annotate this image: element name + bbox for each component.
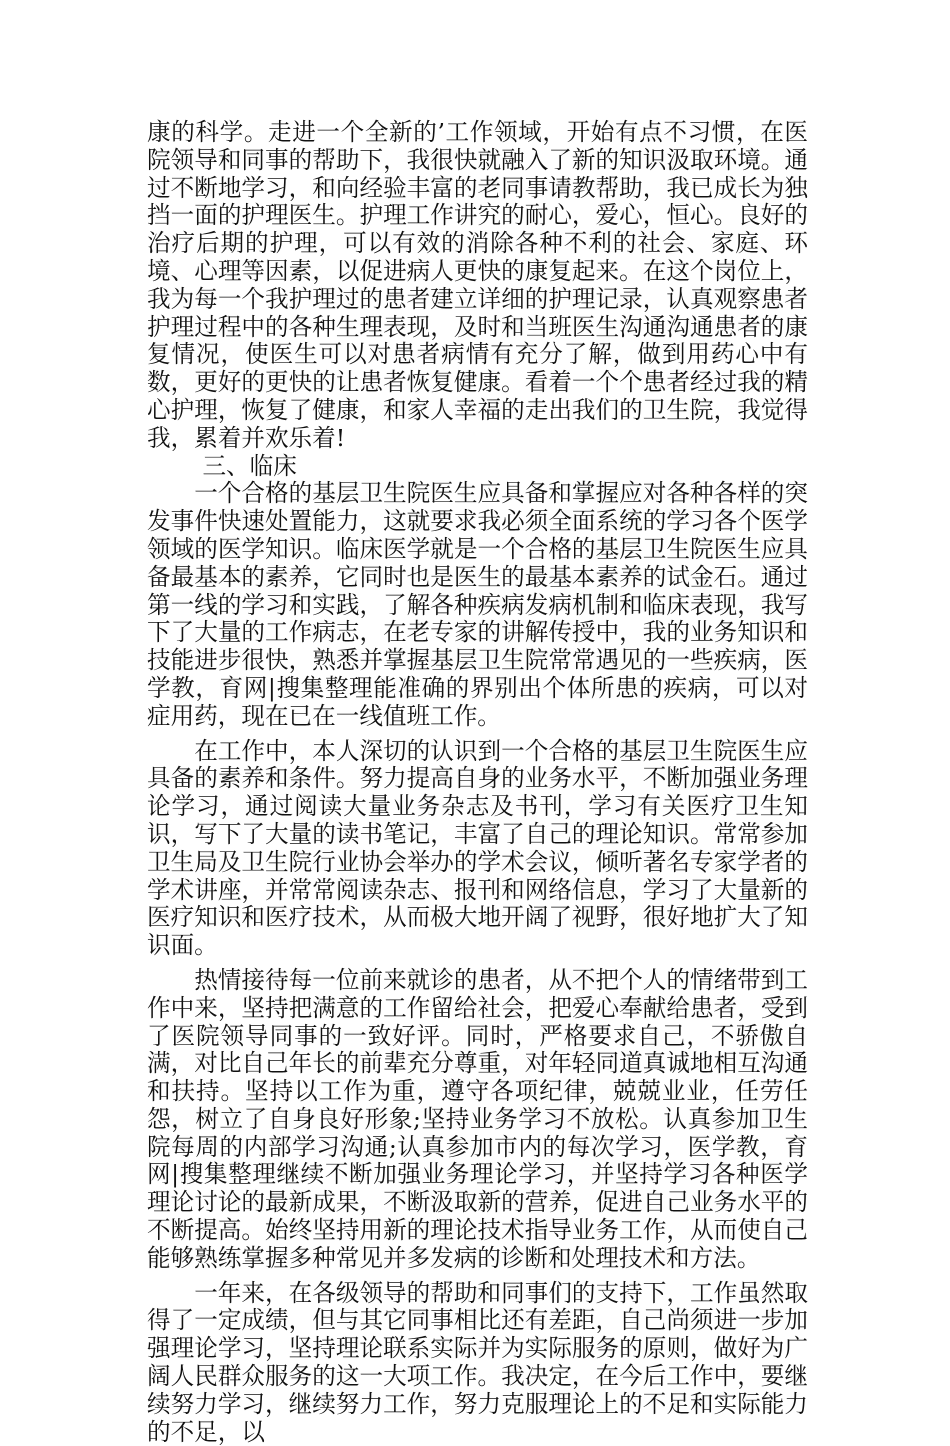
body-paragraph-continued: 康的科学。走进一个全新的’工作领域，开始有点不习惯，在医院领导和同事的帮助下，我很快就融入了新的知识汲取环境。通过不断地学习，和向经验丰富的老同事请教帮助，我已成长为独挡一面的护理医生。护理工作讲究的耐心，爱心，恒心。良好的治疗后期的护理，可以有效的消除各种不利的社会、家庭、环境、心理等因素，以促进病人更快的康复起来。在这个岗位上，我为每一个我护理过的患者建立详细的护理记录，认真观察患者护理过程中的各种生理表现，及时和当班医生沟通沟通患者的康复情况，使医生可以对患者病情有充分了解，做到用药心中有数，更好的更快的让患者恢复健康。看着一个个患者经过我的精心护理，恢复了健康，和家人幸福的走出我们的卫生院，我觉得我，累着并欢乐着! bbox=[147, 118, 808, 452]
document-page bbox=[147, 119, 808, 1446]
body-paragraph: 热情接待每一位前来就诊的患者，从不把个人的情绪带到工作中来，坚持把满意的工作留给社会，把爱心奉献给患者，受到了医院领导同事的一致好评。同时，严格要求自己，不骄傲自满，对比自己年长的前辈充分尊重，对年轻同道真诚地相互沟通和扶持。坚持以工作为重，遵守各项纪律，兢兢业业，任劳任怨，树立了自身良好形象;坚持业务学习不放松。认真参加卫生院每周的内部学习沟通;认真参加市内的每次学习，医学教，育网|搜集整理继续不断加强业务理论学习，并坚持学习各种医学理论讨论的最新成果，不断汲取新的营养，促进自己业务水平的不断提高。始终坚持用新的理论技术指导业务工作，从而使自己能够熟练掌握多种常见并多发病的诊断和处理技术和方法。 bbox=[147, 965, 808, 1272]
body-paragraph: 在工作中，本人深切的认识到一个合格的基层卫生院医生应具备的素养和条件。努力提高自身的业务水平，不断加强业务理论学习，通过阅读大量业务杂志及书刊，学习有关医疗卫生知识，写下了大量的读书笔记，丰富了自己的理论知识。常常参加卫生局及卫生院行业协会举办的学术会议，倾听著名专家学者的学术讲座，并常常阅读杂志、报刊和网络信息，学习了大量新的医疗知识和医疗技术，从而极大地开阔了视野，很好地扩大了知识面。 bbox=[147, 736, 808, 960]
body-paragraph: 一个合格的基层卫生院医生应具备和掌握应对各种各样的突发事件快速处置能力，这就要求我必须全面系统的学习各个医学领域的医学知识。临床医学就是一个合格的基层卫生院医生应具备最基本的素养，它同时也是医生的最基本素养的试金石。通过第一线的学习和实践，了解各种疾病发病机制和临床表现，我写下了大量的工作病志，在老专家的讲解传授中，我的业务知识和技能进步很快，熟悉并掌握基层卫生院常常遇见的一些疾病，医学教，育网|搜集整理能准确的界别出个体所患的疾病，可以对症用药，现在已在一线值班工作。 bbox=[147, 479, 808, 730]
section-heading-clinical: 三、临床 bbox=[202, 451, 297, 480]
body-paragraph: 一年来，在各级领导的帮助和同事们的支持下，工作虽然取得了一定成绩，但与其它同事相比还有差距，自己尚须进一步加强理论学习，坚持理论联系实际并为实际服务的原则，做好为广阔人民群众服务的这一大项工作。我决定，在今后工作中，要继续努力学习，继续努力工作，努力克服理论上的不足和实际能力的不足，以 bbox=[147, 1278, 808, 1446]
